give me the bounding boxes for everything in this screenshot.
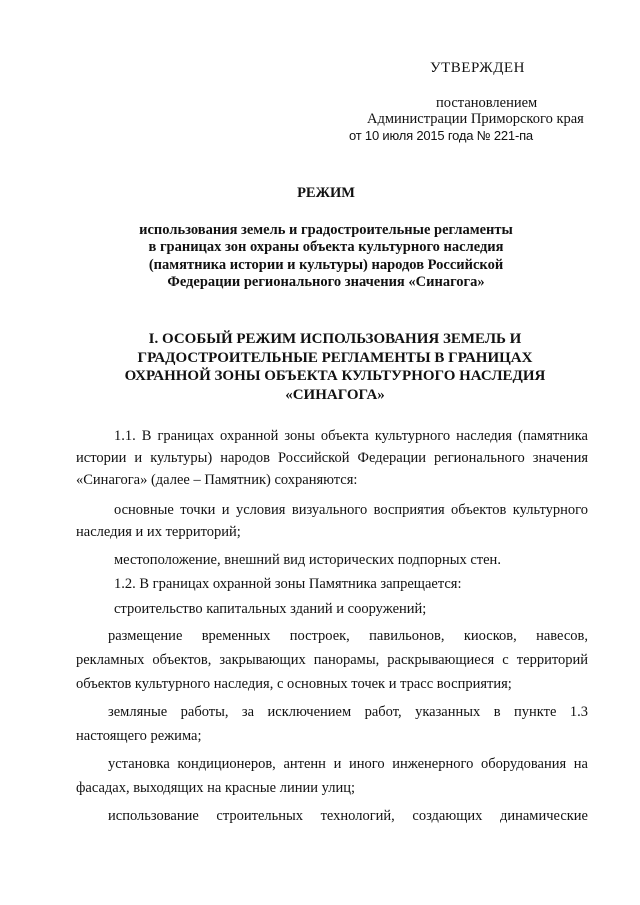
paragraph-line: установка кондиционеров, антенн и иного инженерного оборудования на xyxy=(108,756,588,772)
paragraph-line: 1.2. В границах охранной зоны Памятника запрещается: xyxy=(114,576,462,592)
section-heading-line: ОХРАННОЙ ЗОНЫ ОБЪЕКТА КУЛЬТУРНОГО НАСЛЕДИЯ xyxy=(124,368,546,384)
paragraph-line: «Синагога» (далее – Памятник) сохраняются: xyxy=(76,472,358,488)
paragraph-line: земляные работы, за исключением работ, указанных в пункте 1.3 xyxy=(108,704,588,720)
paragraph-line: размещение временных построек, павильонов, киосков, навесов, xyxy=(108,628,588,644)
paragraph-line: 1.1. В границах охранной зоны объекта культурного наследия (памятника xyxy=(114,428,588,444)
paragraph-line: объектов культурного наследия, с основных точек и трасс восприятия; xyxy=(76,676,512,692)
document-title xyxy=(120,185,532,292)
title-subtitle-line: Федерации регионального значения «Синагога» xyxy=(167,274,485,290)
approval-line-administration: Администрации Приморского края xyxy=(367,111,584,127)
section-heading xyxy=(100,330,570,404)
paragraph-line: настоящего режима; xyxy=(76,728,202,744)
paragraph-line: основные точки и условия визуального восприятия объектов культурного xyxy=(114,502,588,518)
paragraph-line: использование строительных технологий, создающих динамические xyxy=(108,808,588,824)
section-heading-line: ГРАДОСТРОИТЕЛЬНЫЕ РЕГЛАМЕНТЫ В ГРАНИЦАХ xyxy=(137,349,533,366)
approval-line-resolution: постановлением xyxy=(436,95,538,111)
title-main: РЕЖИМ xyxy=(297,185,355,201)
title-subtitle-line: (памятника истории и культуры) народов Российской xyxy=(148,256,504,273)
paragraph-line: наследия и их территорий; xyxy=(76,524,241,540)
paragraph-line: строительство капитальных зданий и сооружений; xyxy=(114,601,427,617)
approved-label: УТВЕРЖДЕН xyxy=(430,60,525,76)
approval-line-date-number: от 10 июля 2015 года № 221-па xyxy=(349,128,533,143)
title-subtitle-line: использования земель и градостроительные регламенты xyxy=(139,221,513,238)
paragraph-line: рекламных объектов, закрывающих панорамы, раскрывающиеся с территорий xyxy=(76,652,588,668)
section-heading-line: «СИНАГОГА» xyxy=(285,386,385,403)
section-heading-line: I. ОСОБЫЙ РЕЖИМ ИСПОЛЬЗОВАНИЯ ЗЕМЕЛЬ И xyxy=(148,331,522,347)
paragraph-line: местоположение, внешний вид исторических подпорных стен. xyxy=(114,552,501,568)
title-subtitle-line: в границах зон охраны объекта культурного наследия xyxy=(148,239,504,255)
paragraph-line: истории и культуры) народов Российской Федерации регионального значения xyxy=(76,450,588,466)
paragraph-line: фасадах, выходящих на красные линии улиц; xyxy=(76,780,356,796)
